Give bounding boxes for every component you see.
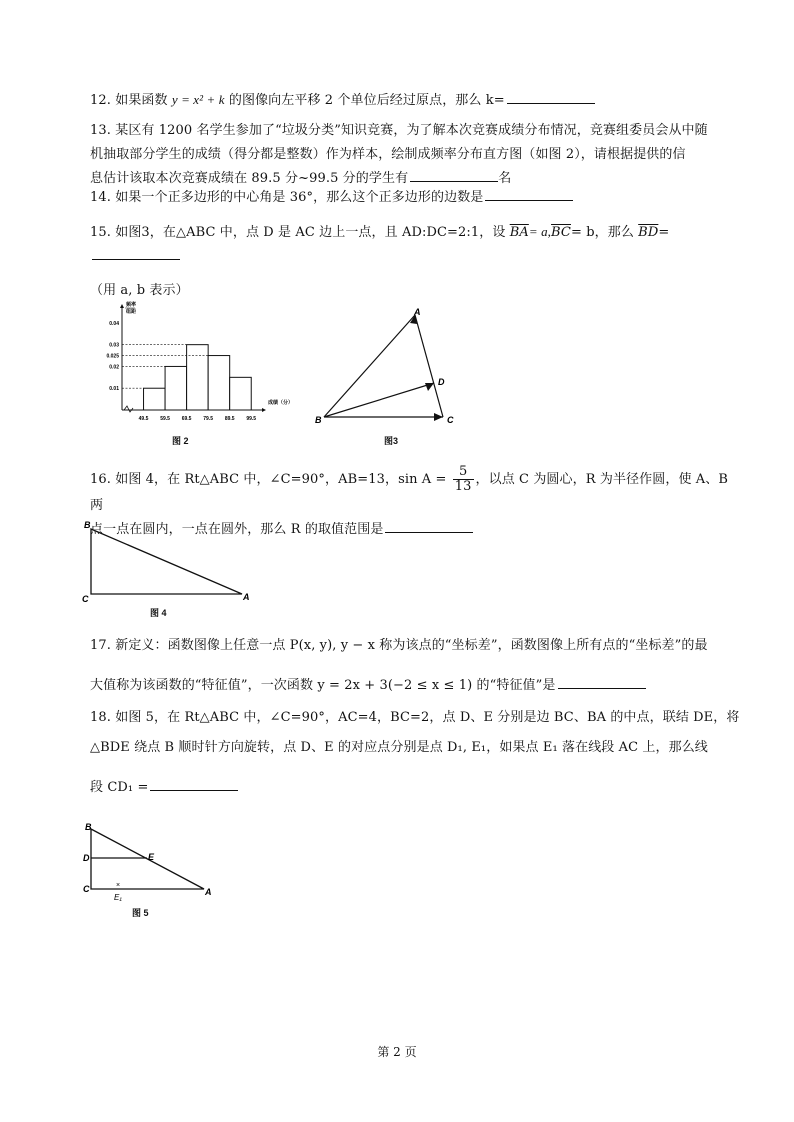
question-text: = b，那么 <box>570 225 634 240</box>
question-text: 点一点在圆内，一点在圆外，那么 R 的取值范围是 <box>90 522 384 537</box>
figure-2-caption: 图 2 <box>172 436 189 446</box>
question-number: 18. <box>90 710 111 725</box>
label-d: D <box>438 377 445 387</box>
histogram-bar <box>187 345 209 410</box>
mark-e1: × <box>116 882 121 889</box>
answer-blank[interactable] <box>410 167 498 182</box>
side-ab <box>324 315 415 417</box>
histogram-bar <box>208 356 230 410</box>
y-axis-label-top: 频率 <box>126 302 137 308</box>
figure-3-caption: 图3 <box>384 436 399 446</box>
question-text: 如果一个正多边形的中心角是 36°，那么这个正多边形的边数是 <box>115 190 484 205</box>
question-number: 17. <box>90 638 111 653</box>
question-text: 段 CD₁ = <box>90 780 149 795</box>
question-text: 息估计该取本次竞赛成绩在 89.5 分~99.5 分的学生有 <box>90 171 409 186</box>
x-tick-label: 89.5 <box>224 416 235 422</box>
y-axis-label-bottom: 组距 <box>126 309 137 315</box>
question-number: 16. <box>90 472 111 487</box>
question-text: 机抽取部分学生的成绩（得分都是整数）作为样本，绘制成频率分布直方图（如图 2），请根据提供的信 <box>90 147 686 162</box>
figure-4-svg <box>80 518 260 603</box>
question-number: 15. <box>90 225 111 240</box>
figure-5-triangle <box>80 820 220 904</box>
question-text: 如果函数 <box>115 93 168 108</box>
y-tick-label: 0.01 <box>109 386 119 393</box>
x-tick-label: 69.5 <box>181 416 192 422</box>
question-number: 12. <box>90 93 111 108</box>
answer-blank[interactable] <box>385 518 473 533</box>
arrow-bd <box>425 383 434 391</box>
fraction: $\frac{5}{13}$ <box>454 464 472 494</box>
label-e: E <box>148 852 155 862</box>
vector-bd: $\overline{BD}$ <box>638 225 659 240</box>
x-tick-label: 99.5 <box>246 416 257 422</box>
question-text: 如图3，在△ABC 中，点 D 是 AC 边上一点，且 AD:DC=2:1，设 <box>115 225 506 240</box>
question-text: = a, <box>528 224 552 239</box>
question-text: 的图像向左平移 2 个单位后经过原点，那么 k= <box>228 93 505 108</box>
question-text: △BDE 绕点 B 顺时针方向旋转，点 D、E 的对应点分别是点 D₁, E₁，如果点 E₁ 落在线段 AC 上，那么线 <box>90 740 708 755</box>
label-d: D <box>83 853 90 863</box>
answer-blank[interactable] <box>507 89 595 104</box>
x-tick-label: 59.5 <box>160 416 170 422</box>
y-tick-label: 0.02 <box>109 364 119 371</box>
label-a: A <box>243 592 250 602</box>
figure-4-caption: 图 4 <box>150 608 167 618</box>
question-text: （用 a, b 表示） <box>90 283 189 298</box>
question-12 <box>90 88 730 113</box>
x-axis-label: 成绩（分） <box>268 400 294 406</box>
question-text: 如图 4，在 Rt△ABC 中，∠C=90°，AB=13，sin A = <box>115 472 447 487</box>
label-c: C <box>447 415 454 425</box>
label-c: C <box>82 594 89 604</box>
figure-2-histogram <box>90 300 294 434</box>
figure-3-triangle <box>310 305 470 434</box>
page-footer: 第 2 页 <box>377 1045 417 1059</box>
question-number: 14. <box>90 190 111 205</box>
question-text: 某区有 1200 名学生参加了“垃圾分类”知识竞赛，为了解本次竞赛成绩分布情况，竞赛组委员会从中随 <box>115 123 708 138</box>
question-13 <box>90 119 730 191</box>
label-e1: E₁ <box>114 893 122 902</box>
figure-4-triangle <box>80 518 260 607</box>
segment-bd <box>324 383 434 417</box>
answer-blank[interactable] <box>558 674 646 689</box>
label-b: B <box>84 520 91 530</box>
triangle-abc <box>91 529 242 594</box>
formula: y = x² + k <box>171 92 225 107</box>
question-text: ，以点 C 为圆心，R 为半径作圆，使 A、B 两 <box>90 472 729 513</box>
y-tick-label: 0.04 <box>109 320 119 327</box>
figure-3-svg <box>310 305 470 430</box>
label-a: A <box>414 307 421 317</box>
side-ac <box>415 315 443 417</box>
question-14 <box>90 186 730 210</box>
x-axis-arrow <box>262 408 266 412</box>
histogram-bar <box>230 377 252 410</box>
axis-break-mark <box>124 406 133 412</box>
vector-bc: $\overline{BC}$ <box>551 225 571 240</box>
label-b: B <box>85 822 92 832</box>
answer-blank[interactable] <box>92 245 180 260</box>
question-text: 大值称为该函数的“特征值”，一次函数 y = 2x + 3(−2 ≤ x ≤ 1) 的“特征值”是 <box>90 678 556 693</box>
y-axis-arrow <box>120 304 124 308</box>
x-tick-label: 79.5 <box>203 416 214 422</box>
question-text: 名 <box>498 171 512 186</box>
y-tick-label: 0.025 <box>106 353 119 360</box>
answer-blank[interactable] <box>150 776 238 791</box>
label-c: C <box>83 884 90 894</box>
histogram-bar <box>165 366 187 410</box>
question-15 <box>90 220 730 303</box>
x-tick-label: 49.5 <box>138 416 149 422</box>
question-text: = <box>658 225 670 240</box>
histogram-svg <box>90 300 294 430</box>
question-17 <box>90 634 750 698</box>
figure-5-caption: 图 5 <box>132 908 149 918</box>
question-text: 新定义：函数图像上任意一点 P(x, y), y − x 称为该点的“坐标差”，函数图像上所有点的“坐标差”的最 <box>115 638 708 653</box>
figure-5-svg <box>80 820 220 900</box>
question-text: 如图 5，在 Rt△ABC 中，∠C=90°，AC=4，BC=2，点 D、E 分别是边 BC、BA 的中点，联结 DE，将 <box>115 710 740 725</box>
label-b: B <box>315 415 322 425</box>
label-a: A <box>205 887 212 897</box>
answer-blank[interactable] <box>485 186 573 201</box>
vector-ba: $\overline{BA}$ <box>509 225 529 240</box>
question-18 <box>90 706 750 800</box>
histogram-bar <box>144 388 166 410</box>
question-number: 13. <box>90 123 111 138</box>
y-tick-label: 0.03 <box>109 342 119 349</box>
